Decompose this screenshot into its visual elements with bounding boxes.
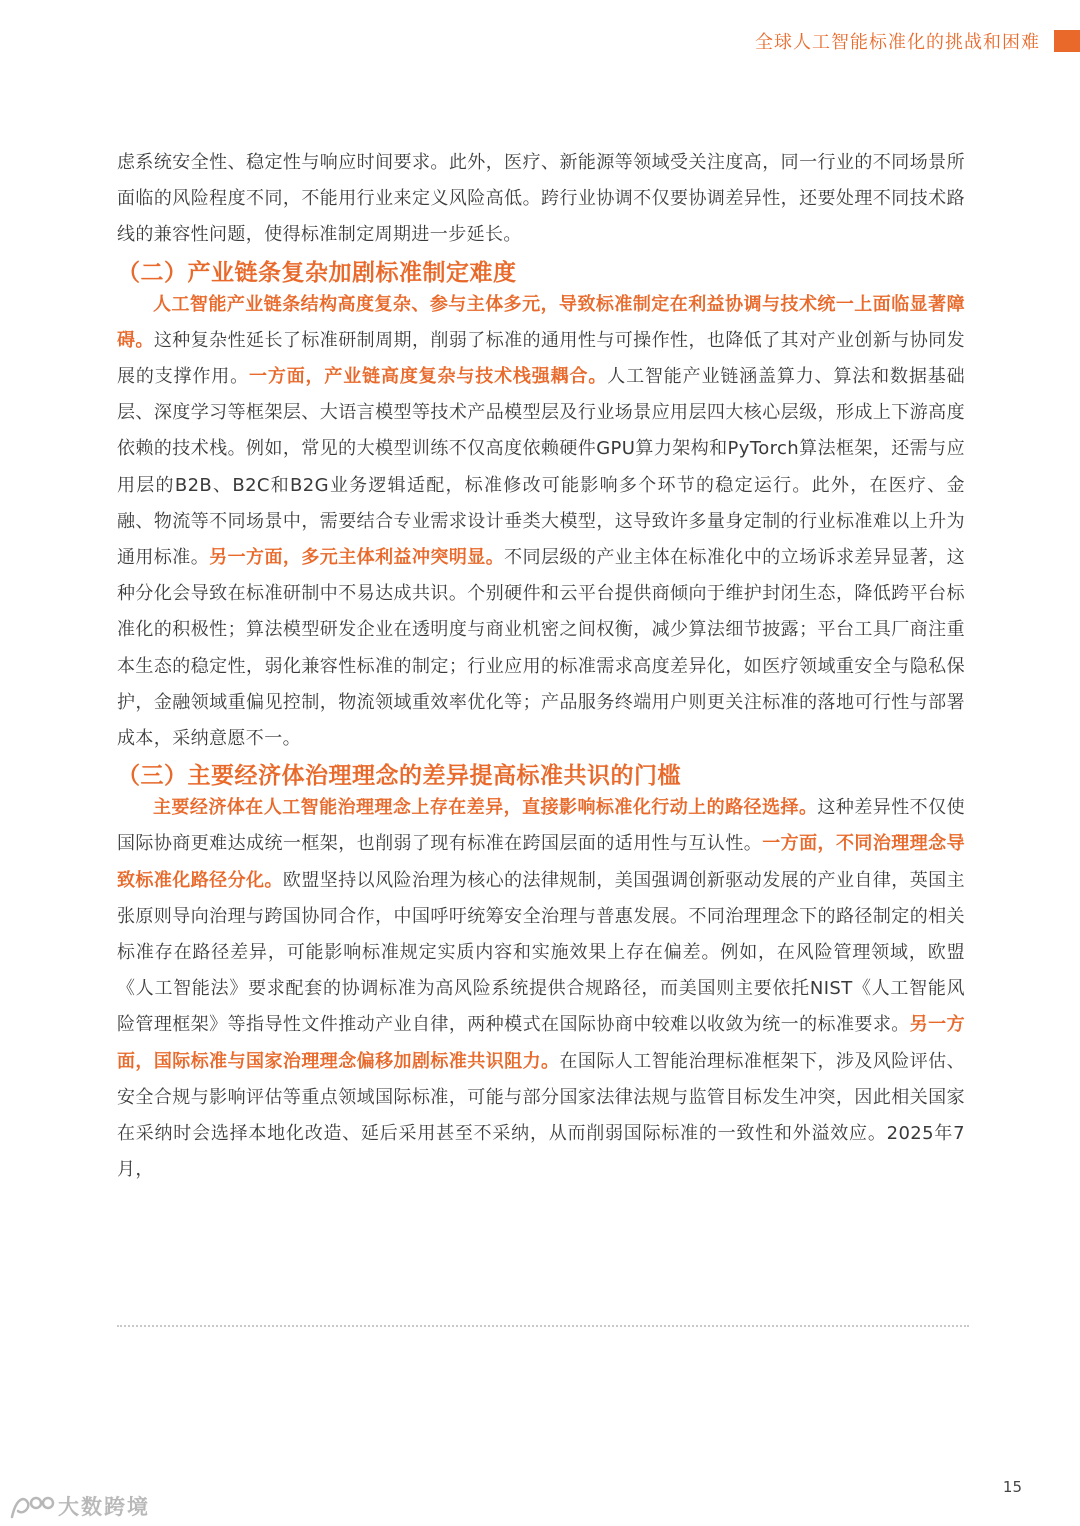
- body-text: 人工智能产业链涵盖算力、算法和数据基础层、深度学习等框架层、大语言模型等技术产品模型层及行业场景应用层四大核心层级，形成上下游高度依赖的技术栈。例如，常见的大模型训练不仅高度依赖硬件GPU算力架构和PyTorch算法框架，还需与应用层的B2B、B2C和B2G业务逻辑适配，标准修改可能影响多个环节的稳定运行。此外，在医疗、金融、物流等不同场景中，需要结合专业需求设计垂类大模型，这导致许多量身定制的行业标准难以上升为通用标准。: [117, 366, 965, 569]
- watermark-text: 大数跨境: [58, 1495, 150, 1519]
- body-text: 这种复杂性延长了标准研制周期，削弱了标准的通用性与可操作性，也降低了其对产业创新与协同发展的支撑作用。: [117, 329, 965, 388]
- section-3-heading: （三）主要经济体治理理念的差异提高标准共识的门槛: [117, 763, 681, 790]
- section-3-paragraph: [117, 790, 965, 1188]
- dotted-divider: [117, 1325, 969, 1327]
- header-accent-block: [1054, 30, 1080, 52]
- body-text: 在国际人工智能治理标准框架下，涉及风险评估、安全合规与影响评估等重点领域国际标准，可能与部分国家法律法规与监管目标发生冲突，因此相关国家在采纳时会选择本地化改造、延后采用甚至不采纳，从而削弱国际标准的一致性和外溢效应。2025年7月，: [117, 1050, 965, 1181]
- watermark: [8, 1489, 150, 1523]
- watermark-logo-icon: [8, 1489, 56, 1523]
- section-2-paragraph: [117, 287, 965, 758]
- section-2-heading: （二）产业链条复杂加剧标准制定难度: [117, 259, 517, 286]
- highlight-text: 一方面，不同治理理念导致标准化路径分化。: [117, 833, 966, 891]
- highlight-text: 人工智能产业链条结构高度复杂、参与主体多元，导致标准制定在利益协调与技术统一上面临显著障碍。: [117, 293, 965, 351]
- running-header: [755, 26, 1080, 56]
- body-text: 这种差异性不仅使国际协商更难达成统一框架，也削弱了现有标准在跨国层面的适用性与互认性。: [117, 797, 965, 855]
- header-title: 全球人工智能标准化的挑战和困难: [755, 32, 1040, 53]
- highlight-text: 另一方面，多元主体利益冲突明显。: [209, 547, 505, 569]
- body-text: 欧盟坚持以风险治理为核心的法律规制，美国强调创新驱动发展的产业自律，英国主张原则导向治理与跨国协同合作，中国呼吁统筹安全治理与普惠发展。不同治理理念下的路径制定的相关标准存在路径差异，可能影响标准规定实质内容和实施效果上存在偏差。例如，在风险管理领域，欧盟《人工智能法》要求配套的协调标准为高风险系统提供合规路径，而美国则主要依托NIST《人工智能风险管理框架》等指导性文件推动产业自律，两种模式在国际协商中较难以收敛为统一的标准要求。: [117, 869, 965, 1036]
- page-body: [117, 145, 965, 1188]
- highlight-text: 另一方面，国际标准与国家治理理念偏移加剧标准共识阻力。: [117, 1014, 965, 1072]
- intro-paragraph: 虑系统安全性、稳定性与响应时间要求。此外，医疗、新能源等领域受关注度高，同一行业的不同场景所面临的风险程度不同，不能用行业来定义风险高低。跨行业协调不仅要协调差异性，还要处理不同技术路线的兼容性问题，使得标准制定周期进一步延长。: [117, 152, 965, 246]
- highlight-text: 主要经济体在人工智能治理理念上存在差异，直接影响标准化行动上的路径选择。: [153, 797, 818, 819]
- highlight-text: 一方面，产业链高度复杂与技术栈强耦合。: [248, 366, 608, 388]
- body-text: 不同层级的产业主体在标准化中的立场诉求差异显著，这种分化会导致在标准研制中不易达成共识。个别硬件和云平台提供商倾向于维护封闭生态，降低跨平台标准化的积极性；算法模型研发企业在透明度与商业机密之间权衡，减少算法细节披露；平台工具厂商注重本生态的稳定性，弱化兼容性标准的制定；行业应用的标准需求高度差异化，如医疗领域重安全与隐私保护，金融领域重偏见控制，物流领域重效率优化等；产品服务终端用户则更关注标准的落地可行性与部署成本，采纳意愿不一。: [117, 547, 966, 750]
- page-number: 15: [1002, 1478, 1022, 1496]
